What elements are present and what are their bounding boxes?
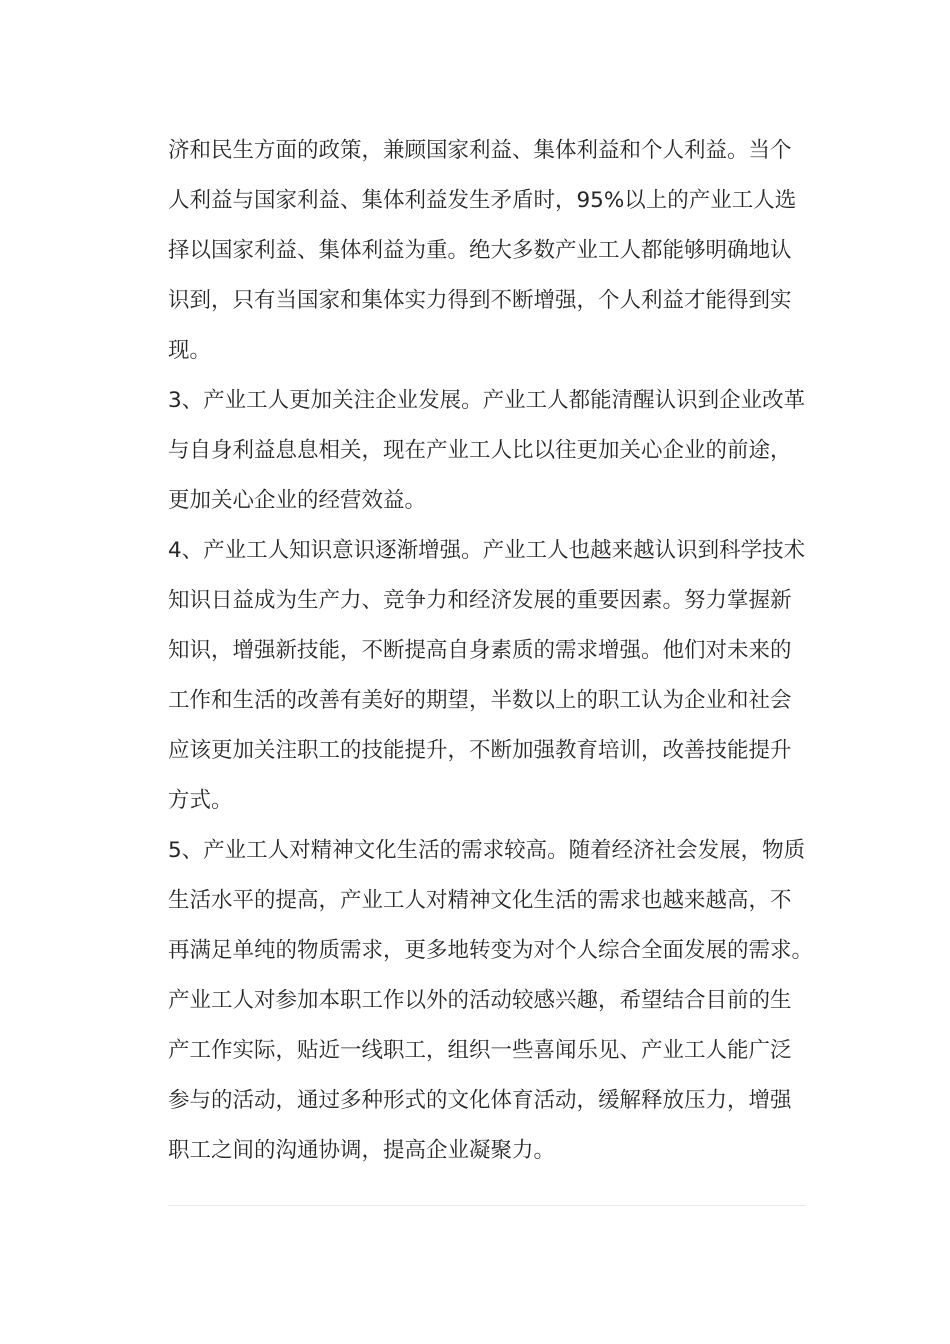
- text-line: 更加关心企业的经营效益。: [168, 488, 427, 513]
- text-line: 现。: [168, 338, 212, 363]
- text-line: 5、产业工人对精神文化生活的需求较高。随着经济社会发展，物质: [168, 838, 806, 863]
- text-line: 参与的活动，通过多种形式的文化体育活动，缓解释放压力，增强: [168, 1088, 792, 1113]
- text-line: 3、产业工人更加关注企业发展。产业工人都能清醒认识到企业改革: [168, 388, 806, 413]
- document-body: [168, 126, 814, 1176]
- text-line: 产业工人对参加本职工作以外的活动较感兴趣，希望结合目前的生: [168, 988, 792, 1013]
- text-line: 产工作实际，贴近一线职工，组织一些喜闻乐见、产业工人能广泛: [168, 1038, 792, 1063]
- footer-divider: [168, 1205, 806, 1206]
- text-line: 与自身利益息息相关，现在产业工人比以往更加关心企业的前途，: [168, 438, 792, 463]
- text-line: 济和民生方面的政策，兼顾国家利益、集体利益和个人利益。当个: [168, 138, 792, 163]
- text-line: 知识日益成为生产力、竞争力和经济发展的重要因素。努力掌握新: [168, 588, 792, 613]
- text-line: 人利益与国家利益、集体利益发生矛盾时，95%以上的产业工人选: [168, 188, 797, 213]
- text-line: 应该更加关注职工的技能提升，不断加强教育培训，改善技能提升: [168, 738, 792, 763]
- text-line: 工作和生活的改善有美好的期望，半数以上的职工认为企业和社会: [168, 688, 792, 713]
- text-line: 知识，增强新技能，不断提高自身素质的需求增强。他们对未来的: [168, 638, 792, 663]
- text-line: 识到，只有当国家和集体实力得到不断增强，个人利益才能得到实: [168, 288, 792, 313]
- text-line: 职工之间的沟通协调，提高企业凝聚力。: [168, 1138, 556, 1163]
- text-line: 4、产业工人知识意识逐渐增强。产业工人也越来越认识到科学技术: [168, 538, 806, 563]
- text-line: 择以国家利益、集体利益为重。绝大多数产业工人都能够明确地认: [168, 238, 792, 263]
- text-line: 方式。: [168, 788, 233, 813]
- text-line: 再满足单纯的物质需求，更多地转变为对个人综合全面发展的需求。: [168, 938, 814, 963]
- text-line: 生活水平的提高，产业工人对精神文化生活的需求也越来越高，不: [168, 888, 792, 913]
